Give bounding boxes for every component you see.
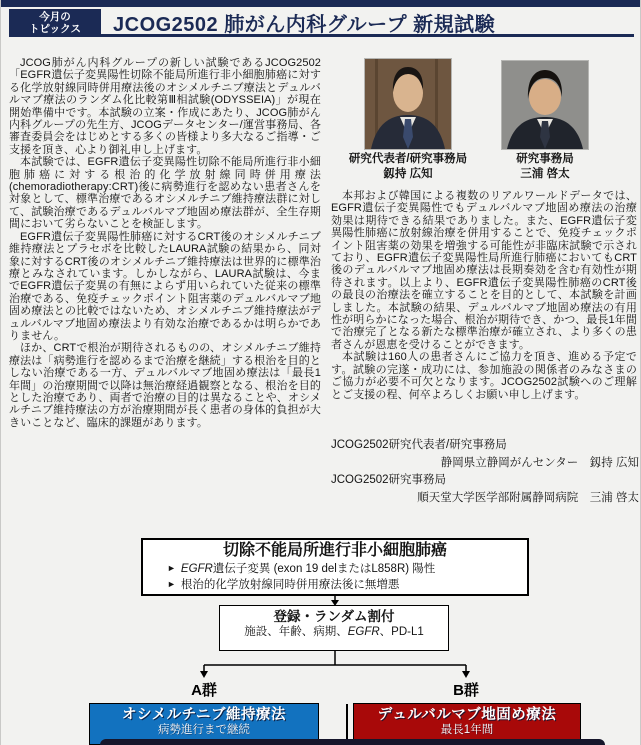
factors-gene-italic: EGFR (347, 626, 380, 638)
arm-b-treatment: デュルバルマブ地固め療法 (377, 707, 557, 723)
left-column (9, 57, 321, 429)
badge-line1: 今月の (39, 11, 71, 23)
body-paragraph: 本試験では、EGFR遺伝子変異陽性切除不能局所進行非小細胞肺癌に対する根治的化学放射線同時併用療法(chemoradiotherapy:CRT)後に病勢進行を認めない患者さんを対象として、標準治療であるオシメルチニブ維持療法群に対して、試験治療であるデュルバルマブ地固め療法群が、全生存期間において劣らないことを検証します。 (9, 156, 321, 231)
next-section-bar (100, 739, 605, 745)
monthly-topics-badge (9, 9, 101, 37)
factors-post: 、PD-L1 (379, 626, 424, 638)
arm-b-duration: 最長1年間 (440, 724, 494, 736)
randomization-factors (220, 625, 448, 639)
body-paragraph: 本邦および韓国による複数のリアルワールドデータでは、EGFR遺伝子変異陽性でもデュルバルマブ地固め療法の治療効果は期待できる結果でありました。また、EGFR遺伝子変異陽性肺癌に放射線治療を併用することで、免疫チェックポイント阻害薬の効果を増強する可能性が非臨床試験で示されており、EGFR遺伝子変異陽性局所進行肺癌においてもCRT後のデュルバルマブ地固め療法は長期奏効を含む有効性が期待されます。以上より、EGFR遺伝子変異陽性肺癌のCRT後の最良の治療法を確立することを目的として、本試験を計画しました。本試験の結果、デュルバルマブ地固め療法の有用性が明らかになった場合、根治が期待でき、かつ、最長1年間で治療完了となる新たな標準治療が確立され、より多くの患者さんが恩恵を受けることができます。 (331, 190, 637, 351)
caption-role: 研究代表者/研究事務局 (348, 153, 468, 165)
randomization-title: 登録・ランダム割付 (273, 609, 395, 624)
signature-role: JCOG2502研究代表者/研究事務局 (331, 439, 507, 451)
caption-name: 三浦 啓太 (520, 168, 570, 180)
caption-role: 研究事務局 (516, 153, 574, 165)
arrow-bullet-icon: ► (167, 578, 176, 589)
signature-affiliation: 順天堂大学医学部附属静岡病院 三浦 啓太 (417, 491, 639, 504)
body-paragraph: 本試験は160人の患者さんにご協力を頂き、進める予定です。試験の完遂・成功には、参加施設の関係者のみなさまのご協力が必要不可欠となります。JCOG2502試験へのご理解とご支援の程、何卒よろしくお願い申し上げます。 (331, 351, 637, 401)
bullet-gene-italic: EGFR (180, 563, 213, 575)
portrait-silhouette (365, 59, 451, 149)
portrait-photo-kenmochi (364, 58, 452, 150)
signature-block (331, 437, 639, 507)
right-column (331, 190, 637, 401)
eligibility-bullet-list (143, 561, 527, 592)
signature-role: JCOG2502研究事務局 (331, 474, 447, 486)
photo-caption-miura (465, 152, 625, 182)
portrait-silhouette (502, 61, 588, 149)
arm-a-label: A群 (191, 682, 217, 699)
badge-line2: トピックス (29, 23, 81, 35)
page-title: JCOG2502 肺がん内科グループ 新規試験 (113, 14, 496, 36)
randomization-box (219, 605, 449, 651)
diagram-stub-line (346, 704, 348, 739)
body-paragraph: EGFR遺伝子変異陽性肺癌に対するCRT後のオシメルチニブ維持療法とプラセボを比較したLAURA試験の結果から、同対象に対するCRT後のオシメルチニブ維持療法は世界的に標準治療とみなされています。しかしながら、LAURA試験は、今までEGFR遺伝子変異の有無によらず用いられていた従来の標準治療である、免疫チェックポイント阻害薬のデュルバルマブ地固め療法との比較ではないため、オシメルチニブ維持療法がデュルバルマブ地固め療法より有効な治療であるかは明らかでありません。 (9, 230, 321, 342)
photo-caption-kenmochi (328, 152, 488, 182)
body-paragraph: ほか、CRTで根治が期待されるものの、オシメルチニブ維持療法は「病勢進行を認めるまで治療を継続」する根治を目的としない治療である一方、デュルバルマブ地固め療法は「最長1年間」の治療期間で以降は無治療経過観察となる、根治を目的とした治療であり、両者で治療の目的は異なることや、オシメルチニブ維持療法の方が治療期間が長く患者の身体的負担が大きいことなど、臨床的課題があります。 (9, 342, 321, 429)
bullet-text: 遺伝子変異 (exon 19 delまたはL858R) 陽性 (212, 563, 436, 575)
factors-pre: 施設、年齢、病期、 (244, 626, 348, 638)
arm-a-duration: 病勢進行まで継続 (158, 724, 250, 736)
arm-a-treatment: オシメルチニブ維持療法 (122, 707, 286, 723)
bullet-text: 根治的化学放射線同時併用療法後に無増悪 (180, 578, 400, 591)
portrait-photo-miura (501, 60, 589, 150)
body-paragraph: JCOG肺がん内科グループの新しい試験であるJCOG2502「EGFR遺伝子変異陽性切除不能局所進行非小細胞肺癌に対する化学放射線同時併用療法後のオシメルチニブ療法とデュルバルマブ療法のランダム化比較第Ⅲ相試験(ODYSSEIA)」が現在開始準備中です。本試験の立案・作成にあたり、JCOG肺がん内科グループの先生方、JCOGデータセンター/運営事務局、各審査委員会をはじめとする多くの皆様より多大なるご指導・ご支援を頂き、心より御礼申し上げます。 (9, 57, 321, 156)
eligibility-bullet (167, 561, 527, 577)
caption-name: 釼持 広知 (383, 168, 433, 180)
signature-affiliation: 静岡県立静岡がんセンター 釼持 広知 (440, 456, 639, 469)
eligibility-title: 切除不能局所進行非小細胞肺癌 (222, 542, 447, 559)
arm-b-label: B群 (453, 682, 479, 699)
arrow-bullet-icon: ► (167, 563, 176, 573)
eligibility-box (141, 538, 529, 596)
eligibility-bullet (167, 577, 527, 593)
top-navy-bar (1, 0, 641, 7)
